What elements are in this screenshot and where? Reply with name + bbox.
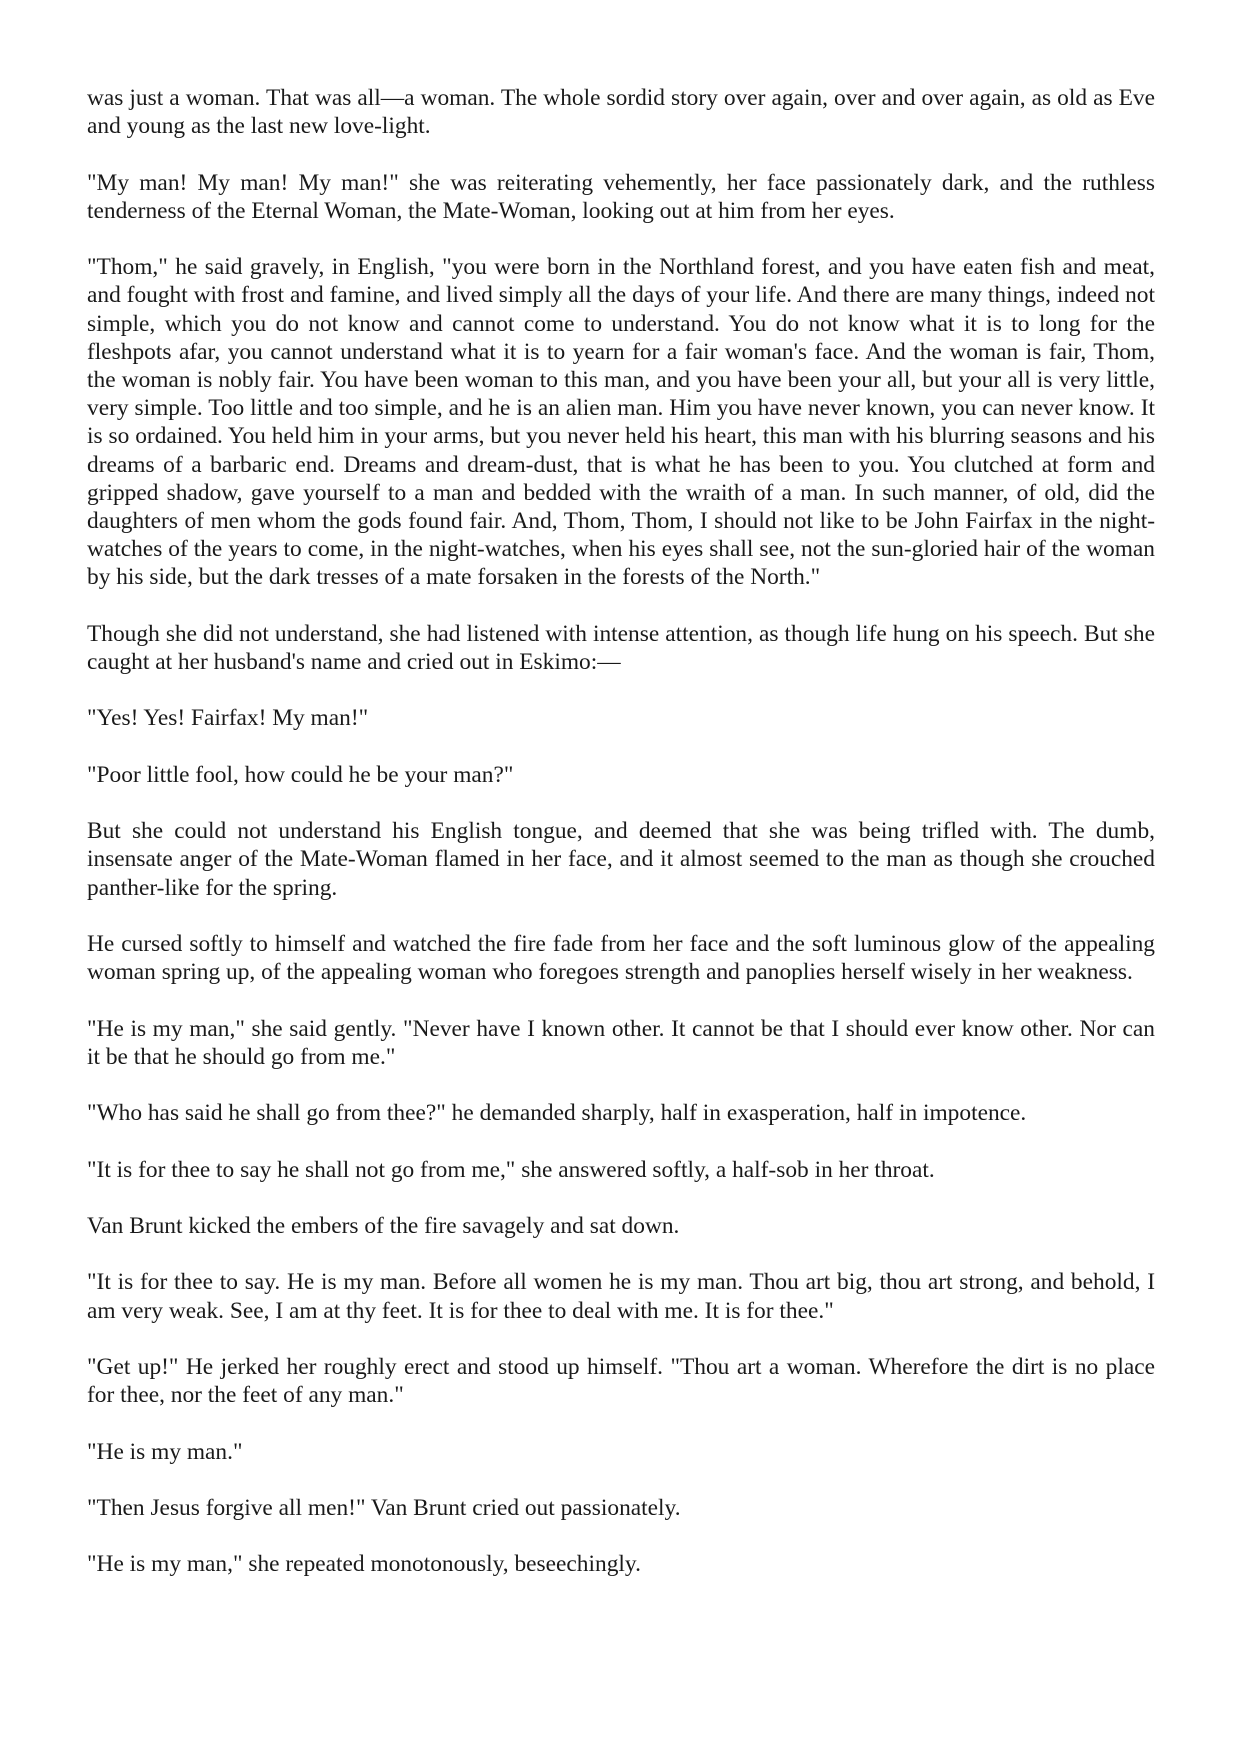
paragraph: "Thom," he said gravely, in English, "you were born in the Northland forest, and you have eaten fish and meat, and fought with frost and famine, and lived simply all the days of your life. And there are many things, indeed not simple, which you do not know and cannot come to understand. You do not know what it is to long for the fleshpots afar, you cannot understand what it is to yearn for a fair woman's face. And the woman is fair, Thom, the woman is nobly fair. You have been woman to this man, and you have been your all, but your all is very little, very simple. Too little and too simple, and he is an alien man. Him you have never known, you can never know. It is so ordained. You held him in your arms, but you never held his heart, this man with his blurring seasons and his dreams of a barbaric end. Dreams and dream-dust, that is what he has been to you. You clutched at form and gripped shadow, gave yourself to a man and bedded with the wraith of a man. In such manner, of old, did the daughters of men whom the gods found fair. And, Thom, Thom, I should not like to be John Fairfax in the night-watches of the years to come, in the night-watches, when his eyes shall see, not the sun-gloried hair of the woman by his side, but the dark tresses of a mate forsaken in the forests of the North." [87,254,1155,591]
paragraph: "He is my man," she repeated monotonously, beseechingly. [87,1551,641,1578]
paragraph: "He is my man." [87,1438,243,1465]
paragraph: "He is my man," she said gently. "Never have I known other. It cannot be that I should ever know other. Nor can it be that he should go from me." [87,1015,1155,1070]
paragraph: "Who has said he shall go from thee?" he demanded sharply, half in exasperation, half in impotence. [87,1100,1027,1127]
paragraph: "It is for thee to say he shall not go from me," she answered softly, a half-sob in her throat. [87,1156,935,1183]
paragraph: Van Brunt kicked the embers of the fire savagely and sat down. [87,1212,680,1239]
paragraph: "It is for thee to say. He is my man. Before all women he is my man. Thou art big, thou art strong, and behold, I am very weak. See, I am at thy feet. It is for thee to deal with me. It is for thee." [87,1269,1155,1324]
paragraph: He cursed softly to himself and watched the fire fade from her face and the soft luminous glow of the appealing woman spring up, of the appealing woman who foregoes strength and panoplies herself wisely in her weakness. [87,930,1155,986]
paragraph: "Poor little fool, how could he be your man?" [87,761,514,788]
paragraph: "Then Jesus forgive all men!" Van Brunt cried out passionately. [87,1494,681,1521]
paragraph: Though she did not understand, she had listened with intense attention, as though life hung on his speech. But she caught at her husband's name and cried out in Eskimo:— [87,620,1155,676]
paragraph: But she could not understand his English tongue, and deemed that she was being trifled with. The dumb, insensate anger of the Mate-Woman flamed in her face, and it almost seemed to the man as though she crouched panther-like for the spring. [87,818,1155,901]
paragraph: "Get up!" He jerked her roughly erect and stood up himself. "Thou art a woman. Wherefore the dirt is no place for thee, nor the feet of any man." [87,1353,1155,1409]
paragraph: "My man! My man! My man!" she was reiterating vehemently, her face passionately dark, and the ruthless tenderness of the Eternal Woman, the Mate-Woman, looking out at him from her eyes. [87,169,1155,224]
paragraph: was just a woman. That was all—a woman. The whole sordid story over again, over and over again, as old as Eve and young as the last new love-light. [87,85,1155,140]
document-page [87,84,1155,1579]
paragraph: "Yes! Yes! Fairfax! My man!" [87,705,369,732]
